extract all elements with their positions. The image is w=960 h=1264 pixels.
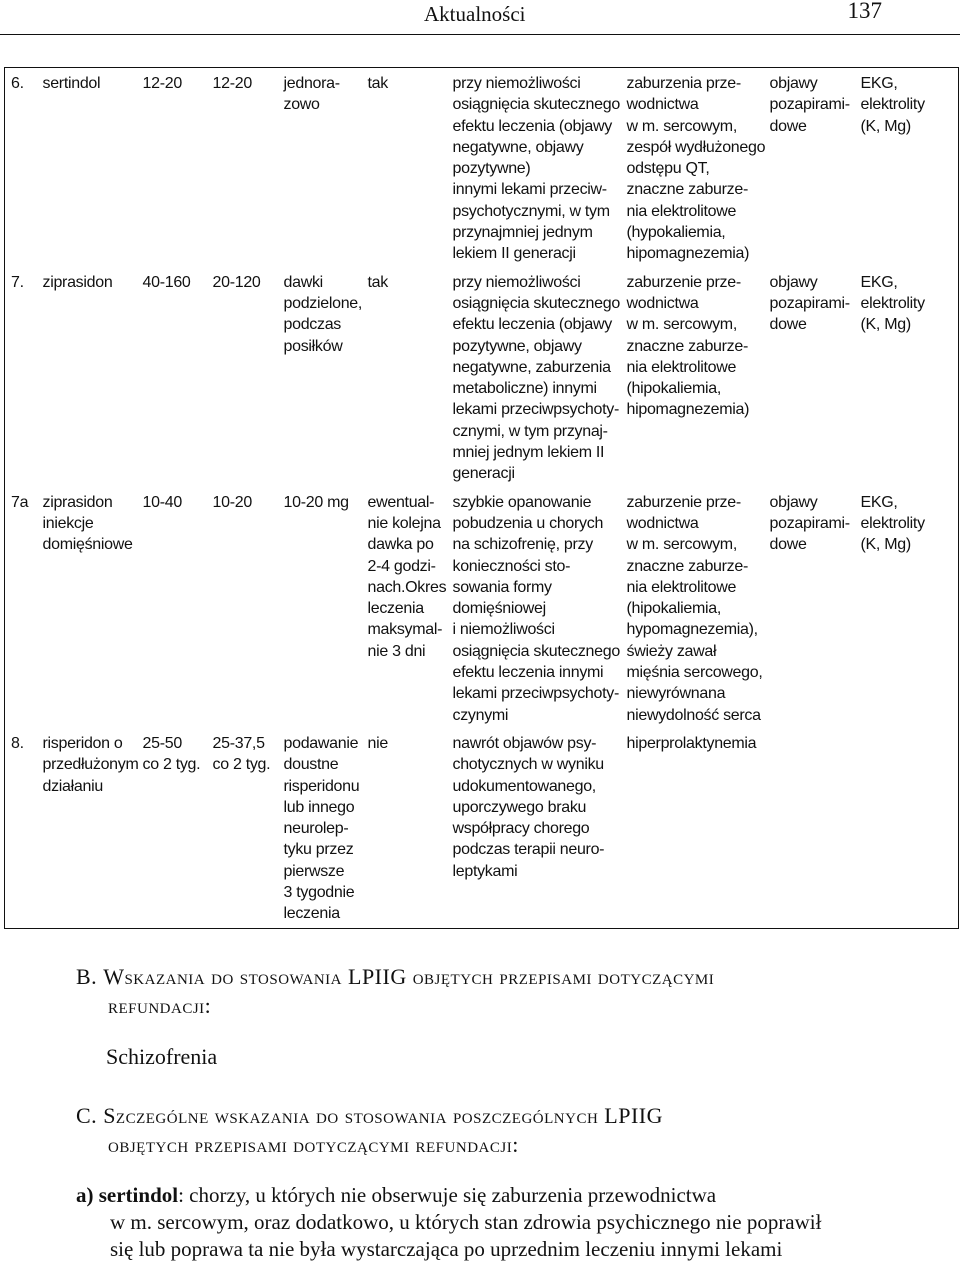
dose-range: 25-37,5 co 2 tyg. (212, 734, 271, 774)
section-title: Aktualności (424, 2, 526, 26)
side-effects-cell: objawy pozapirami- dowe (769, 273, 850, 334)
page-number: 137 (847, 0, 882, 23)
indication-cell: szybkie opanowanie pobudzenia u chorych na schizofrenię, przy konieczności sto- sowania formy domięśniowej i niemożliwości osiągnięcia skutecznego efektu leczenia innymi lekami przeciwpsychoty- czynymi (452, 493, 620, 724)
drug-table (4, 67, 959, 929)
switch-cell: nie (367, 734, 388, 752)
dose-range: 10-40 (142, 493, 182, 511)
section-b-heading (76, 962, 906, 1020)
side-effects-cell: objawy pozapirami- dowe (769, 493, 850, 554)
row-number: 7. (11, 273, 24, 291)
contraindication-cell: zaburzenie prze- wodnictwa w m. sercowym, znaczne zaburze- nia elektrolitowe (hipokaliemia, hipomagnezemia) (626, 273, 750, 419)
section-c-title: Szczególne wskazania do stosowania poszczególnych LPIIG (103, 1103, 664, 1128)
table-row (5, 268, 959, 488)
dose-range: 12-20 (142, 75, 182, 92)
section-b-letter: B. (76, 964, 98, 989)
dose-range: 20-120 (212, 273, 261, 291)
monitoring-cell: EKG, elektrolity (K, Mg) (860, 493, 925, 554)
monitoring-cell: EKG, elektrolity (K, Mg) (860, 75, 925, 135)
switch-cell: ewentual- nie kolejna dawka po 2-4 godzi- nach.Okres leczenia maksymal- nie 3 dni (367, 493, 447, 660)
paragraph-a-line-1 (76, 1182, 886, 1209)
monitoring-cell (859, 729, 959, 928)
section-b-title: Wskazania do stosowania LPIIG objętych przepisami dotyczącymi (103, 964, 715, 989)
contraindication-cell: zaburzenia prze- wodnictwa w m. sercowym, zespół wydłużonego odstępu QT, znaczne zaburze- nia elektrolitowe (hypokaliemia, hipomagnezemia) (626, 75, 766, 263)
section-c-heading (76, 1101, 906, 1159)
dose-range: 40-160 (142, 273, 191, 291)
contraindication-cell: hiperprolaktynemia (626, 734, 757, 752)
drug-name: ziprasidon (42, 273, 113, 291)
section-b-title-cont: refundacji: (108, 993, 212, 1018)
switch-cell: tak (367, 273, 388, 291)
side-effects-cell (768, 729, 859, 928)
dosing-mode: dawki podzielone, podczas posiłków (283, 273, 363, 355)
dosing-mode: jednora- zowo (283, 75, 340, 114)
section-c-letter: C. (76, 1103, 98, 1128)
contraindication-cell: zaburzenie prze- wodnictwa w m. sercowym, znaczne zaburze- nia elektrolitowe (hipokaliemia, hypomagnezemia), świeży zawał mięśnia sercowego, niewyrównana niewydolność serca (626, 493, 763, 724)
drug-name: ziprasidon iniekcje domięśniowe (42, 493, 133, 554)
paragraph-a-line-3: się lub poprawa ta nie była wystarczająca po uprzednim leczeniu innymi lekami (110, 1237, 783, 1261)
drug-name: sertindol (42, 75, 101, 92)
dose-range: 25-50 co 2 tyg. (142, 734, 201, 774)
row-number: 7a (11, 493, 29, 511)
indication-cell: przy niemożliwości osiągnięcia skutecznego efektu leczenia (objawy pozytywne, objawy negatywne, zaburzenia metaboliczne) innymi lekami przeciwpsychoty- cznymi, w tym przynaj- mniej jednym lekiem II generacji (452, 273, 620, 483)
table-row (5, 729, 959, 928)
dose-range: 10-20 (212, 493, 252, 511)
dosing-mode: 10-20 mg (283, 493, 349, 511)
paragraph-a-label: a) sertindol (76, 1183, 179, 1207)
section-b-text: Schizofrenia (106, 1044, 218, 1069)
monitoring-cell: EKG, elektrolity (K, Mg) (860, 273, 925, 334)
page-header (0, 0, 960, 40)
dosing-mode: podawanie doustne risperidonu lub innego neurolep- tyku przez pierwsze 3 tygodnie leczenia (283, 734, 360, 923)
row-number: 8. (11, 734, 24, 752)
drug-name: risperidon o przedłużonym działaniu (42, 734, 139, 795)
paragraph-a-line-2: w m. sercowym, oraz dodatkowo, u których stan zdrowia psychicznego nie poprawił (110, 1210, 822, 1234)
switch-cell: tak (367, 75, 388, 92)
header-rule (0, 34, 960, 35)
indication-cell: nawrót objawów psy- chotycznych w wyniku udokumentowanego, uporczywego braku współpracy chorego podczas terapii neuro- leptykami (452, 734, 605, 880)
paragraph-a-text: : chorzy, u których nie obserwuje się zaburzenia przewodnictwa (178, 1183, 717, 1207)
table-row (5, 68, 959, 268)
table-row (5, 488, 959, 729)
side-effects-cell: objawy pozapirami- dowe (769, 75, 850, 135)
indication-cell: przy niemożliwości osiągnięcia skutecznego efektu leczenia (objawy negatywne, objawy pozytywne) innymi lekami przeciw- psychotycznymi, w tym przynajmniej jednym lekiem II generacji (452, 75, 620, 263)
dose-range: 12-20 (212, 75, 252, 92)
row-number: 6. (11, 75, 24, 92)
section-c-title-cont: objętych przepisami dotyczącymi refundacji: (108, 1132, 519, 1157)
paragraph-a (76, 1182, 886, 1263)
